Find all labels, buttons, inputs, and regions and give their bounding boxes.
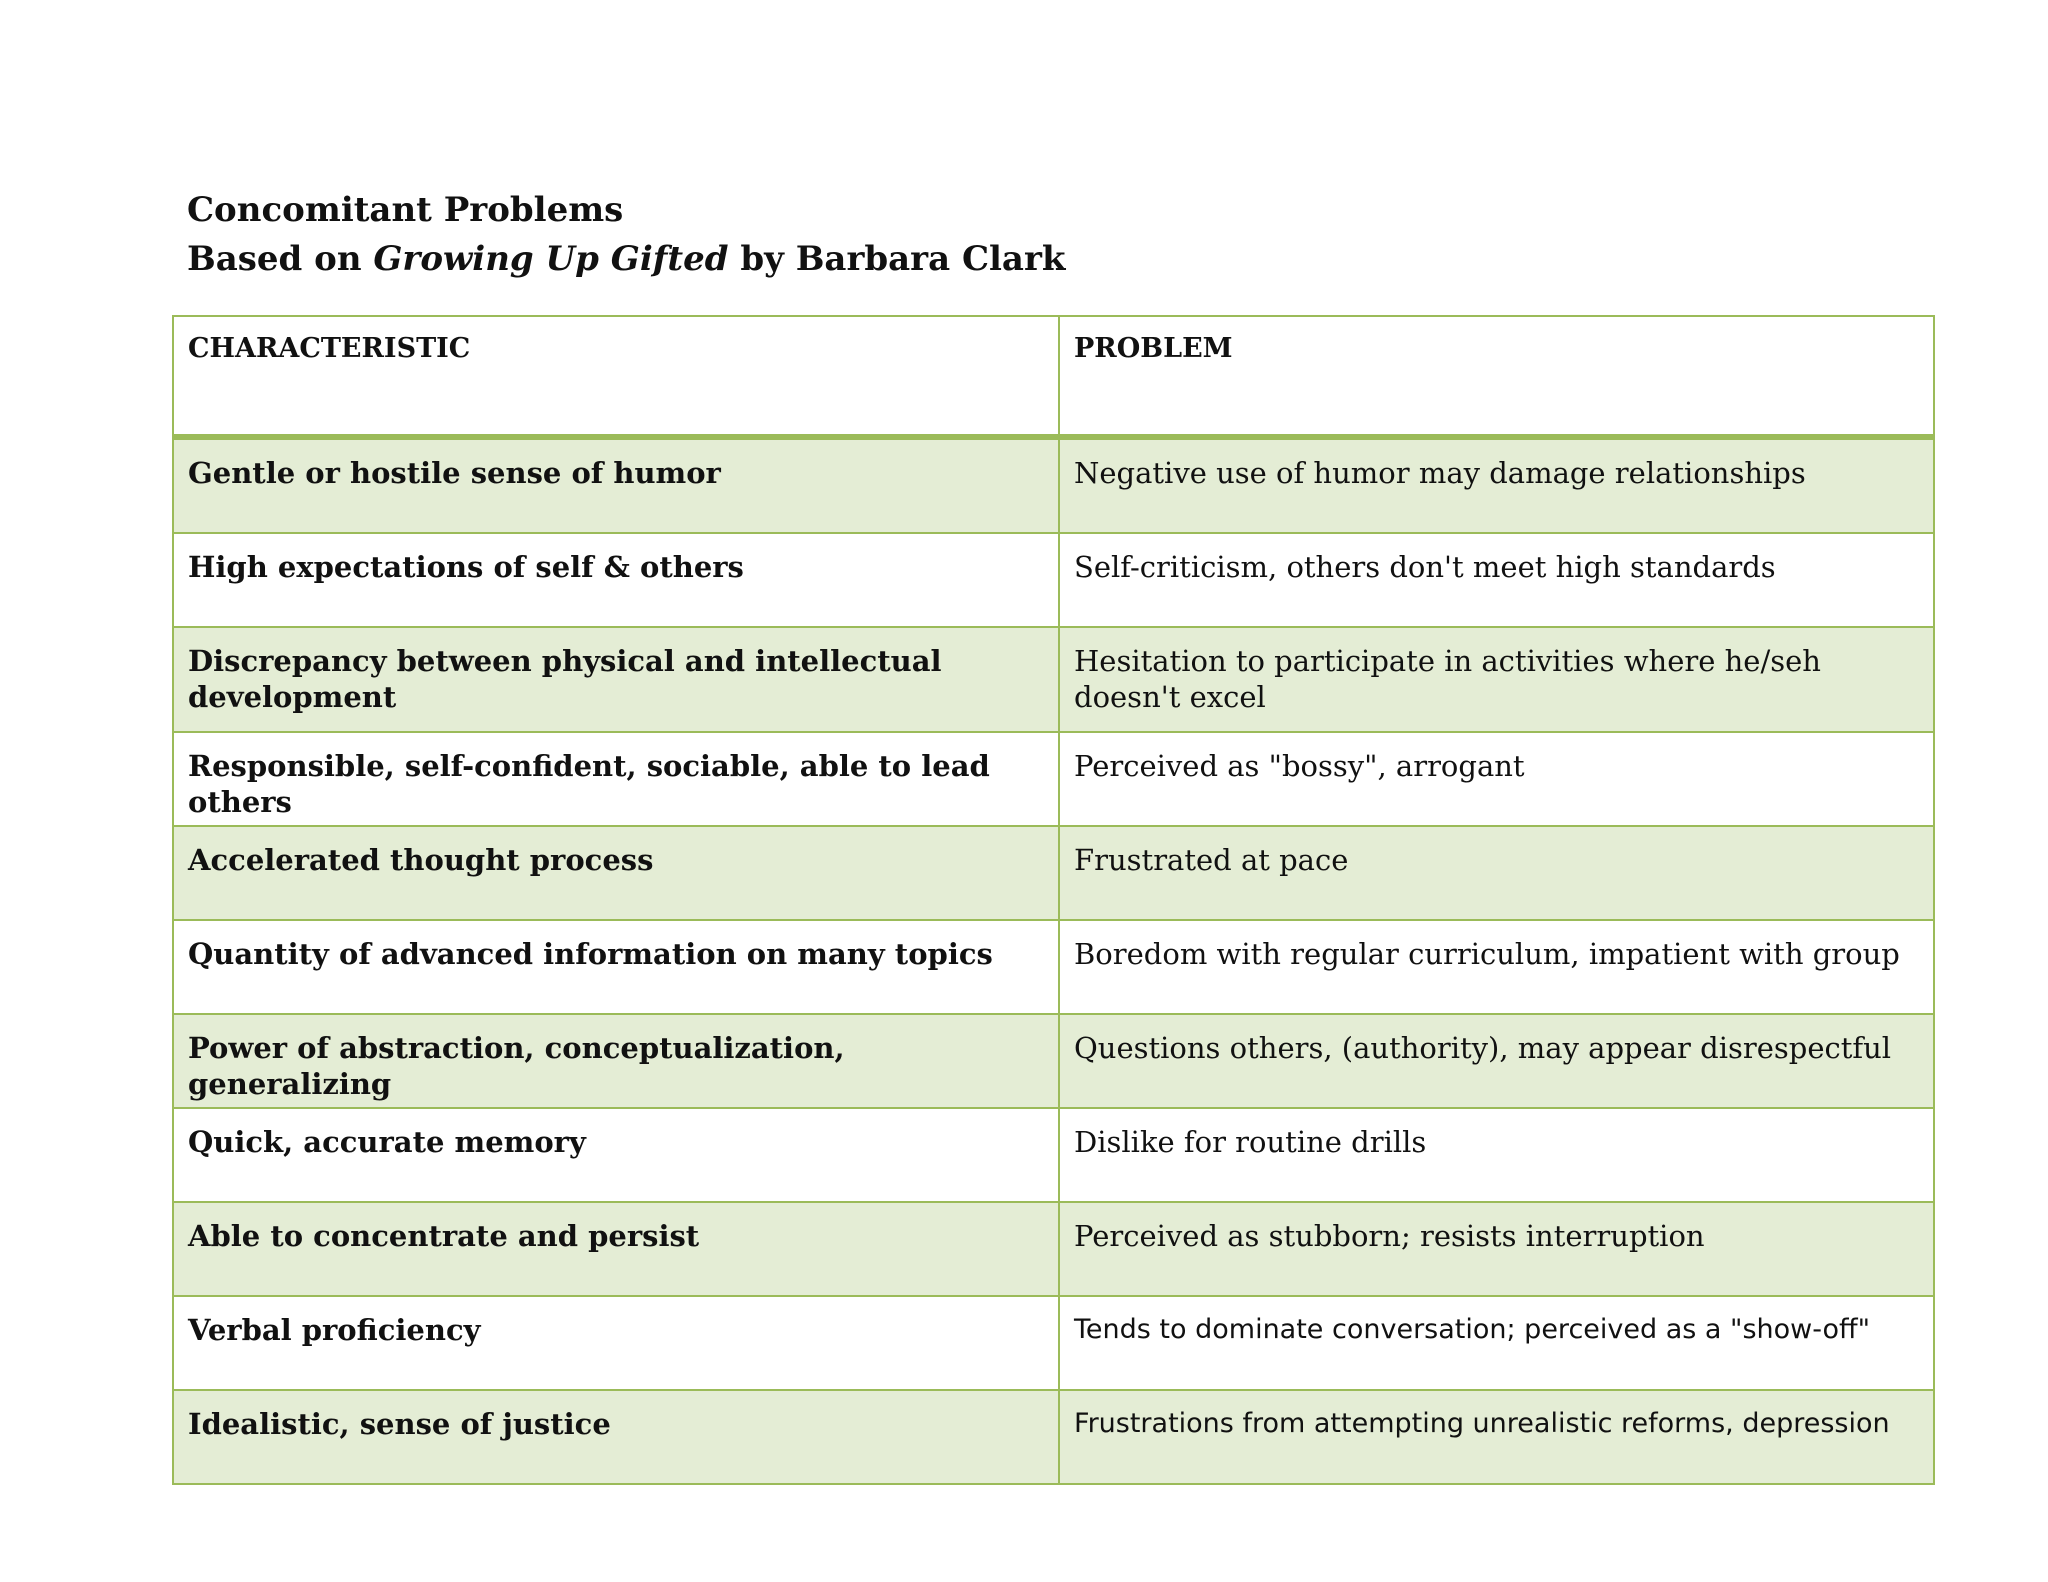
characteristic-cell: High expectations of self & others	[173, 533, 1059, 627]
table-row	[173, 732, 1934, 826]
problem-cell: Frustrations from attempting unrealistic reforms, depression	[1059, 1390, 1934, 1484]
problem-cell: Dislike for routine drills	[1059, 1108, 1934, 1202]
characteristic-cell: Power of abstraction, conceptualization, generalizing	[173, 1014, 1059, 1108]
characteristic-cell: Accelerated thought process	[173, 826, 1059, 920]
characteristic-cell: Gentle or hostile sense of humor	[173, 437, 1059, 533]
table-row	[173, 437, 1934, 533]
header-problem: PROBLEM	[1059, 316, 1934, 437]
table-row	[173, 826, 1934, 920]
problem-cell: Boredom with regular curriculum, impatient with group	[1059, 920, 1934, 1014]
header-characteristic: CHARACTERISTIC	[173, 316, 1059, 437]
table-row	[173, 533, 1934, 627]
book-title: Growing Up Gifted	[373, 239, 729, 279]
characteristics-table	[172, 315, 1935, 1485]
table-row	[173, 1014, 1934, 1108]
title-suffix: by Barbara Clark	[728, 239, 1066, 279]
title-prefix: Based on	[187, 239, 374, 279]
title-line-1: Concomitant Problems	[187, 190, 624, 230]
problem-cell: Questions others, (authority), may appear disrespectful	[1059, 1014, 1934, 1108]
problem-cell: Hesitation to participate in activities where he/seh doesn't excel	[1059, 627, 1934, 732]
characteristic-cell: Discrepancy between physical and intellectual development	[173, 627, 1059, 732]
table-row	[173, 1108, 1934, 1202]
problem-cell: Perceived as "bossy", arrogant	[1059, 732, 1934, 826]
title-line-2	[187, 235, 1065, 284]
characteristic-cell: Quantity of advanced information on many topics	[173, 920, 1059, 1014]
characteristic-cell: Able to concentrate and persist	[173, 1202, 1059, 1296]
table-row	[173, 1390, 1934, 1484]
characteristic-cell: Quick, accurate memory	[173, 1108, 1059, 1202]
table-row	[173, 920, 1934, 1014]
problem-cell: Tends to dominate conversation; perceived as a "show-off"	[1059, 1296, 1934, 1390]
table-row	[173, 1202, 1934, 1296]
table-header-row	[173, 316, 1934, 437]
document-title	[187, 186, 1065, 284]
problem-cell: Self-criticism, others don't meet high standards	[1059, 533, 1934, 627]
table-row	[173, 627, 1934, 732]
characteristic-cell: Idealistic, sense of justice	[173, 1390, 1059, 1484]
problem-cell: Frustrated at pace	[1059, 826, 1934, 920]
problem-cell: Perceived as stubborn; resists interruption	[1059, 1202, 1934, 1296]
table-row	[173, 1296, 1934, 1390]
characteristic-cell: Responsible, self-confident, sociable, able to lead others	[173, 732, 1059, 826]
characteristic-cell: Verbal proficiency	[173, 1296, 1059, 1390]
problem-cell: Negative use of humor may damage relationships	[1059, 437, 1934, 533]
